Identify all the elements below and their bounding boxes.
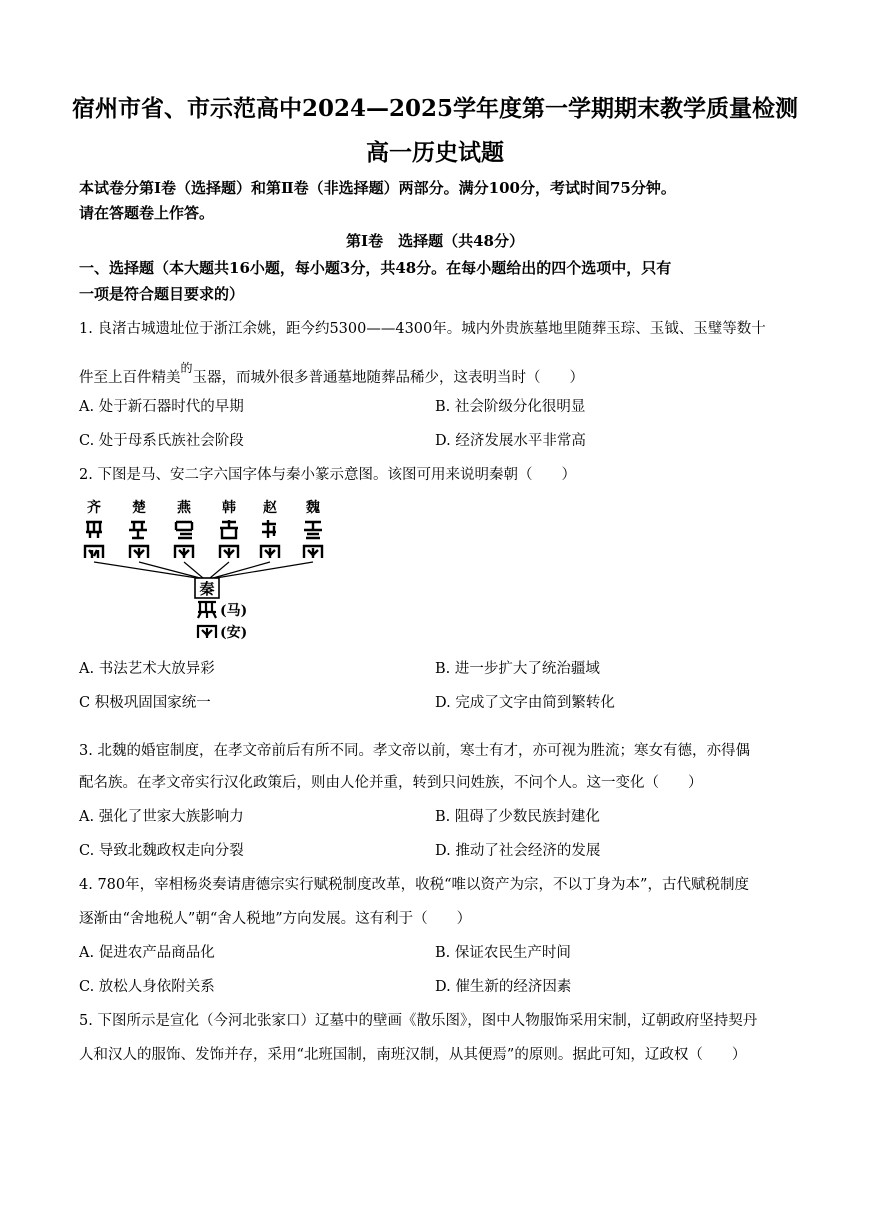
q3-option-c: C. 导致北魏政权走向分裂 [79,843,244,859]
script-comparison-figure [82,496,344,640]
glyph-ma-han [220,520,238,538]
instructions-line2: 请在答题卷上作答。 [79,204,215,222]
qin-seal-glyphs [198,602,216,638]
q4-option-b: B. 保证农民生产时间 [435,945,571,961]
q4-option-c: C. 放松人身依附关系 [79,979,215,995]
state-label-chu: 楚 [132,500,146,516]
glyph-an-chu [130,546,148,558]
q2-option-a: A. 书法艺术大放异彩 [79,661,215,677]
q1-stem-line1: 1. 良渚古城遗址位于浙江余姚，距今约5300——4300年。城内外贵族墓地里随葬玉琮、玉钺、玉璧等数十 [79,321,766,337]
q2-option-d: D. 完成了文字由简到繁转化 [435,695,615,711]
q5-stem-line2: 人和汉人的服饰、发饰并存，采用“北班国制，南班汉制，从其便焉”的原则。据此可知，辽政权（ ） [79,1047,747,1063]
state-label-han: 韩 [222,500,236,516]
glyph-an-zhao [261,546,279,558]
connector-lines [94,562,313,578]
q2-option-b: B. 进一步扩大了统治疆域 [435,661,600,677]
q2-stem-line1: 2. 下图是马、安二字六国字体与秦小篆示意图。该图可用来说明秦朝（ ） [79,467,576,483]
q1-stem-line2: 件至上百件精美$^的$玉器，而城外很多普通墓地随葬品稀少，这表明当时（ ） [79,361,585,386]
q1-option-b: B. 社会阶级分化很明显 [435,399,586,415]
q3-option-a: A. 强化了世家大族影响力 [79,809,244,825]
exam-title-line1: 宿州市省、市示范高中2024—2025学年度第一学期期末教学质量检测 [71,95,799,122]
q4-stem-line2: 逐渐由“舍地税人”朝“舍人税地”方向发展。这有利于（ ） [79,911,472,927]
instructions-line1: 本试卷分第Ⅰ卷（选择题）和第Ⅱ卷（非选择题）两部分。满分100分，考试时间75分钟。 [79,179,676,197]
q3-stem-line2: 配名族。在孝文帝实行汉化政策后，则由人伦并重，转到只问姓族，不问个人。这一变化（ ） [79,775,703,791]
q3-option-b: B. 阻碍了少数民族封建化 [435,809,600,825]
glyph-ma-yan [176,522,192,538]
glyph-ma-zhao [262,520,276,538]
part-instructions-line2: 一项是符合题目要求的） [79,285,245,303]
glyph-an-han [220,546,238,558]
glyph-ma-chu [129,522,147,538]
qin-label: 秦 [199,580,215,598]
an-glyph-row [85,546,322,558]
state-label-yan: 燕 [177,500,191,516]
q3-option-d: D. 推动了社会经济的发展 [435,843,601,859]
label-ma: (马) [220,603,248,619]
label-an: (安) [220,625,248,640]
q1-option-d: D. 经济发展水平非常高 [435,433,586,449]
state-label-zhao: 赵 [263,500,277,516]
q1-option-a: A. 处于新石器时代的早期 [79,399,244,415]
state-label-wei: 魏 [306,500,320,516]
glyph-ma-qin [198,602,216,618]
part-instructions-line1: 一、选择题（本大题共16小题，每小题3分，共48分。在每小题给出的四个选项中，只有 [79,259,672,277]
q2-option-c: C 积极巩固国家统一 [79,695,211,711]
section-heading: 第Ⅰ卷 选择题（共48分） [346,232,524,250]
glyph-ma-wei [304,522,322,538]
glyph-an-yan [175,546,193,558]
q4-option-a: A. 促进农产品商品化 [79,945,215,961]
glyph-an-qin [198,626,216,638]
exam-title-line2: 高一历史试题 [366,139,504,166]
q3-stem-line1: 3. 北魏的婚宦制度，在孝文帝前后有所不同。孝文帝以前，寒士有才，亦可视为胜流；寒女有德，亦得偶 [79,743,750,759]
glyph-an-qi [85,546,103,558]
glyph-ma-qi [86,522,102,538]
q5-stem-line1: 5. 下图所示是宣化（今河北张家口）辽墓中的壁画《散乐图》，图中人物服饰采用宋制，辽朝政府坚持契丹 [79,1013,758,1029]
state-label-qi: 齐 [87,500,101,516]
ma-glyph-row [86,520,322,538]
glyph-an-wei [304,546,322,558]
q1-option-c: C. 处于母系氏族社会阶段 [79,433,244,449]
q4-stem-line1: 4. 780年，宰相杨炎奏请唐德宗实行赋税制度改革，收税“唯以资产为宗，不以丁身为本”，古代赋税制度 [79,877,749,893]
q4-option-d: D. 催生新的经济因素 [435,979,572,995]
